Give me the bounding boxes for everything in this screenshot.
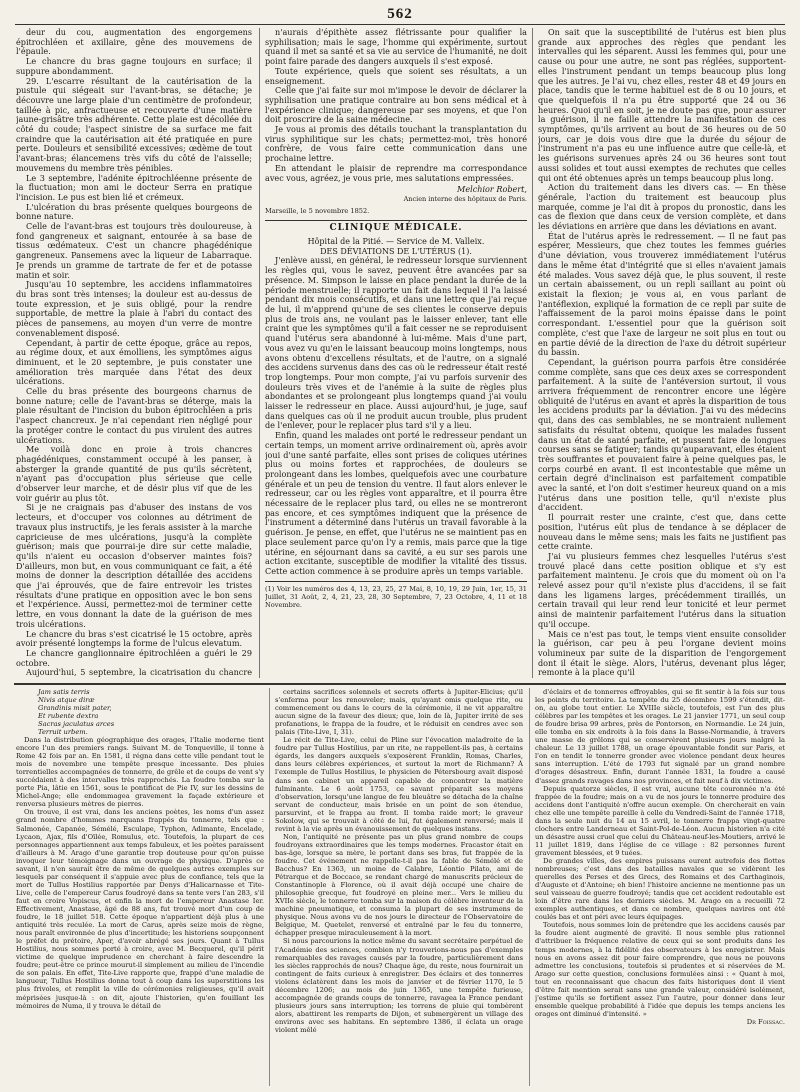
paragraph: L'ulcération du bras présente quelques bourgeons de bonne nature. [16, 201, 252, 222]
footnote-rule [265, 581, 527, 582]
feuilleton-rule [14, 683, 786, 685]
paragraph: deur du cou, augmentation des engorgemens épitrochléen et axillaire, gêne des mouvemens de l'épaule. [16, 28, 252, 57]
column-rule [529, 688, 530, 1086]
paragraph: Cependant, la guérison pourra parfois être considérée comme complète, sans que ces deux axes se correspondent parfaitement. À la suite de l'antéversion surtout, il vous arrivera fréquemment de rencontrer encore une légère obliquité de l'utérus en avant et après la disparition de tous les accidens produits par la déviation. J'ai vu des médecins qui, dans des cas semblables, ne se montraient nullement satisfaits du résultat obtenu, quoique les malades fussent dans un état de santé parfaite, et pussent faire de longues courses sans se fatiguer; tandis qu'auparavant, elles étaient très souffrantes et pouvaient faire à peine quelques pas, le corps courbé en avant. Il est incontestable que même un certain degré d'inclinaison est parfaitement compatible avec la santé, et l'on doit s'estimer heureux quand on a mis l'utérus dans une position telle, qu'il n'existe plus d'accident. [538, 356, 786, 513]
paragraph: d'éclairs et de tonnerres effroyables, qui se fit sentir à la fois sur tous les points du territoire. La tempête du 25 décembre 1599 s'étendit, dit-on, au globe tout entier. Le XVIIIe siècle, toutefois, est l'un des plus célèbres par les tempêtes et les orages. Le 21 janvier 1771, un seul coup de foudre brisa 99 arbres, près de Pontorson, en Normandie. Le 24 juin, elle tomba en six endroits à la fois dans la Basse-Normandie, à travers une masse de grêlons qui se conservèrent plusieurs jours malgré la chaleur. Le 13 juillet 1788, un orage épouvantable fondit sur Paris, et l'on en tendit le tonnerre gronder avec violence pendant deux heures sans interruption. L'été de 1793 fut signalé par un grand nombre d'orages désastreux. Enfin, durant l'année 1831, la foudre a causé d'assez grands ravages dans nos provinces, et fait neuf à dix victimes. [535, 688, 785, 785]
article-column-1 [16, 28, 252, 678]
paragraph: Jusqu'au 10 septembre, les accidens inflammatoires du bras sont très intenses; la douleur est au-dessus de toute expression, et je suis obligé, pour la rendre supportable, de mettre la plaie à l'abri du contact des pièces de pansemens, au moyen d'un verre de montre convenablement disposé. [16, 279, 252, 338]
paragraph: J'ai vu plusieurs femmes chez lesquelles l'utérus s'est trouvé placé dans cette position oblique et s'y est parfaitement maintenu. Je crois que du moment où on l'a relevé assez pour qu'il n'existe plus d'accidens, il se fait dans les ligamens larges, précédemment tiraillés, un certain travail qui leur rend leur tonicité et leur permet ainsi de maintenir parfaitement l'utérus dans la situation qu'il occupe. [538, 550, 786, 629]
verse-line: Jam satis terris [38, 688, 90, 696]
page-number: 562 [387, 6, 413, 22]
hospital-subhead: Hôpital de la Pitié. — Service de M. Valleix. [307, 237, 485, 247]
feuilleton-column-1 [16, 688, 264, 1086]
feuilleton-column-2 [275, 688, 523, 1086]
column-rule [269, 688, 270, 1086]
paragraph: Toutefois, nous sommes loin de prétendre que les accidens causés par la foudre aient augmenté de gravité. Il nous semble plus rationnel d'attribuer la fréquence relative de ceux qui se sont produits dans les temps modernes, à la fidélité des observateurs à les enregistrer. Mais nous en avons assez dit pour faire comprendre, que nous ne pouvons admettre les conclusions, toutefois si prudentes et si réservées de M. Arago sur cette question, conclusions formulées ainsi : « Quant à moi, tout en reconnaissant que chacun des faits historiques dont il vient d'être fait mention serait sans une grande valeur, considéré isolément, j'estime qu'ils se fortifient assez l'un l'autre, pour donner dans leur ensemble quelque probabilité à l'idée que depuis les temps anciens les orages ont diminué d'intensité. » [535, 921, 785, 1018]
paragraph: Celle du bras présente des bourgeons charnus de bonne nature; celle de l'avant-bras se déterge, mais la plaie résultant de l'incision du bubon épitrochléen a pris l'aspect chancreux. Je n'ai cependant rien négligé pour la protéger contre le contact du pus virulent des autres ulcérations. [16, 386, 252, 445]
paragraph: Non, l'antiquité ne présente pas un plus grand nombre de coups foudroyans extraordinaires que les temps modernes. Fracastor était en bas-âge, lorsque sa mère, le portant dans ses bras, fut frappée de la foudre. Cet événement ne rappelle-t-il pas la fable de Sémélé et de Bacchus? En 1363, un moine de Calabre, Léontio Pilato, ami de Pétrarque et de Boccace, se rendant chargé de manuscrits précieux de Constantinople à Florence, où il avait déjà occupé une chaire de philosophie grecque, fut foudroyé en pleine mer... Vers le milieu du XVIIe siècle, le tonnerre tomba sur la maison du célèbre inventeur de la machine pneumatique, et consuma la plupart de ses instrumens de physique. Nous avons vu de nos jours le directeur de l'Observatoire de Belgique, M. Quetelet, renversé et entraîné par le feu du tonnerre, échapper presque miraculeusement à la mort. [275, 832, 523, 938]
header-rule [15, 24, 785, 25]
paragraph: Il pourrait rester une crainte, c'est que, dans cette position, l'utérus eût plus de tendance à se déplacer de nouveau dans le même sens; mais les faits ne justifient pas cette crainte. [538, 512, 786, 552]
paragraph: Me voilà donc en proie à trois chancres phagédéniques, constamment occupé à les panser, à absterger la grande quantité de pus qu'ils sécrètent, n'ayant pas d'occupation plus sérieuse que celle d'observer leur marche, et de désir plus vif que de les voir guérir au plus tôt. [16, 444, 252, 503]
column-rule [259, 28, 260, 678]
paragraph: n'aurais d'épithète assez flétrissante pour qualifier la syphilisation; mais le sage, l'homme qui expérimente, surtout quand il met sa santé et sa vie au service de l'humanité, ne doit point faire parade des dangers auxquels il s'est exposé. [265, 28, 527, 67]
paragraph: Le chancre du bras gagne toujours en surface; il suppure abondamment. [16, 56, 252, 76]
paragraph: J'enlève aussi, en général, le redresseur lorsque surviennent les règles qui, vous le savez, peuvent être avancées par sa présence. M. Simpson le laisse en place pendant la durée de la période menstruelle; il rapporte un fait dans lequel il l'a laissé pendant dix mois consécutifs, et dans une lettre que j'ai reçue de lui, il m'apprend qu'une de ses clientes le conserve depuis plus de trois ans, ne voulant pas le laisser enlever, tant elle craint que les symptômes qu'il a fait cesser ne se reproduisent quand l'utérus sera abandonné à lui-même. Mais d'une part, vous avez vu qu'en le laissant beaucoup moins longtemps, nous avons obtenu d'excellens résultats, et de l'autre, on a signalé des accidens survenus dans des cas où le redresseur était resté trop longtemps. Pour mon compte, j'ai vu parfois survenir des douleurs très vives et de l'anémie à la suite de règles plus abondantes et se prolongeant plus longtemps quand j'ai voulu laisser le redresseur en place. Aussi aujourd'hui, je juge, sauf dans quelques cas où il ne produit aucun trouble, plus prudent de l'enlever, pour le replacer plus tard s'il y a lieu. [265, 255, 527, 431]
verse-line: Grandinis misit pater, [38, 704, 112, 712]
footnote: (1) Voir les numéros des 4, 13, 23, 25, 27 Mai, 8, 10, 19, 29 Juin, 1er, 15, 31 Juillet, 31 Août, 2, 4, 21, 23, 28, 30 Septembre, 7, 23 Octobre, 4, 11 et 18 Novembre. [265, 584, 527, 609]
paragraph: Cependant, à partir de cette époque, grâce au repos, au régime doux, et aux émolliens, les symptômes aigus diminuent, et le 20 septembre, je puis constater une amélioration très marquée dans l'état des deux ulcérations. [16, 337, 252, 387]
verse-line: Nivis atque diræ [38, 696, 95, 704]
feuilleton-column-3 [535, 688, 785, 1086]
article-column-3 [538, 28, 786, 678]
paragraph: Enfin, quand les malades ont porté le redresseur pendant un certain temps, un moment arrive ordinairement où, après avoir joui d'une santé parfaite, elles sont prises de coliques utérines plus ou moins fortes et rapprochées, de douleurs se prolongeant dans les lombes, quelquefois avec une courbature générale et un peu de tension du ventre. Il faut alors enlever le redresseur, car ou les règles vont apparaître, et il pourra être nécessaire de le replacer plus tard, ou elles ne se montreront pas encore, et ces symptômes indiquent que la présence de l'instrument a déterminé dans l'utérus un travail favorable à la guérison. Je pense, en effet, que l'utérus ne se maintient pas en place seulement parce qu'on l'y a remis, mais parce que la tige utérine, en séjournant dans sa cavité, a eu sur ses parois une action excitante, susceptible de modifier la vitalité des tissus. Cette action commence à se produire après un temps variable. [265, 430, 527, 576]
feuilleton-signature: Dr Foissac. [746, 1017, 785, 1026]
paragraph: Toute expérience, quels que soient ses résultats, a un enseignement. [265, 65, 527, 86]
paragraph: certains sacrifices solennels et secrets offerts à Jupiter-Elicius; qu'il s'enferma pour les renouveler; mais, qu'ayant omis quelque rite, ou commencement ou dans le cours de la cérémonie, il ne vit apparaître aucun signe de la faveur des dieux; que, loin de là, Jupiter irrité de ses profanations, le frappa de la foudre, et le réduisit en cendres avec son palais (Tite-Live, I, 31). [275, 688, 523, 737]
section-title: CLINIQUE MÉDICALE. [329, 223, 463, 234]
paragraph: Action du traitement dans les divers cas. — En thèse générale, l'action du traitement est beaucoup plus marquée, comme je l'ai dit à propos du pronostic, dans les cas de flexion que dans ceux de version complète, et dans les déviations en arrière que dans les déviations en avant. [538, 182, 786, 232]
paragraph: Le chancre ganglionnaire épitrochléen a guéri le 29 octobre. [16, 648, 252, 668]
paragraph: Celle de l'avant-bras est toujours très douloureuse, à fond gangreneux et saignant, entourée à sa base de tissus œdémateux. C'est un chancre phagédénique gangreneux. Pansemens avec la liqueur de Labarraque. Je prends un gramme de tartrate de fer et de potasse matin et soir. [16, 221, 252, 280]
letter-signature: Melchior Robert, [457, 184, 527, 195]
paragraph: Dans la distribution géographique des orages, l'Italie moderne tient encore l'un des premiers rangs. Suivant M. de Tonqueville, il tonne à Rome 42 fois par an. En 1581, il régna dans cette ville pendant tout le mois de novembre une tempête presque incessante. Des pluies torrentielles accompagnées de tonnerre, de grêle et de coups de vent s'y succédaient à des intervalles très rapprochés. La foudre tomba sur la porte Pia, lâtie en 1561, sous le pontificat de Pie IV, sur les dessins de Michel-Ange; elle endommagea gravement la façade extérieure et renversa plusieurs mètres de pierres. [16, 736, 264, 809]
signature-title: Ancien interne des hôpitaux de Paris. [403, 194, 527, 203]
paragraph: État de l'utérus après le redressement. — Il ne faut pas espérer, Messieurs, que chez toutes les femmes guéries d'une déviation, vous trouverez immédiatement l'utérus dans le même état d'intégrité que si elles n'avaient jamais été malades. Vous savez déjà que, le plus souvent, il reste un certain abaissement, ou un repli saillant au point où existait la flexion; je vous ai, en vous parlant de l'antéflexion, expliqué la formation de ce repli par suite de l'affaissement de la paroi moins épaisse dans le point correspondant. L'essentiel pour que la guérison soit complète, c'est que l'axe de largeur ne soit plus en tout ou en partie dévié de la direction de l'axe du détroit supérieur du bassin. [538, 230, 786, 358]
column-rule [532, 28, 533, 678]
paragraph: Aujourd'hui, 5 septembre, la cicatrisation du chancre [26, 667, 252, 678]
paragraph: Le récit de Tite-Live, celui de Pline sur l'évocation maladroite de la foudre par Tullus Hostilius, par un rite, ne rappellent-ils pas, à certains égards, les dangers auxquels s'exposèrent Franklin, Romas, Charles, dans leurs célèbres expériences, et surtout la mort de Richmann? À l'exemple de Tullus Hostilius, le physicien de Pétersbourg avait disposé dans son cabinet un appareil capable de concentrer la matière fulminante. Le 6 août 1753, ce savant préparait ses moyens d'observation, lorsqu'une langue de feu bleuâtre se détacha de la chaîne servant de conducteur, mais brisée en un point de son étendue, parsurvint, et le frappa au front. Il tomba raide mort; le graveur Sokolow, qui se trouvait à côté de lui, fut également renversé; mais il revint à la vie après un évanouissement de quelques instans. [275, 736, 523, 833]
paragraph: En attendant le plaisir de reprendre ma correspondance avec vous, agréez, je vous prie, mes salutations empressées. [265, 162, 527, 183]
paragraph: Depuis quatorze siècles, il est vrai, aucune tête couronnée n'a été frappée de la foudre; mais on a vu de nos jours le tonnerre produire des accidens dont l'antiquité n'offre aucun exemple. On chercherait en vain chez elle une tempête pareille à celle du Vendredi-Saint de l'année 1718, dans la seule nuit du 14 au 15 avril, le tonnerre frappa vingt-quatre clochers entre Landerneau et Saint-Pol-de-Léon. Aucun historien n'a cité un désastre aussi cruel que celui du Château-neuf-les-Moutiers, arrivé le 11 juillet 1819, dans l'église de ce village : 82 personnes furent gravement blessées, et 9 tuées. [535, 784, 785, 857]
verse-line: Et rubente dextra [38, 712, 99, 720]
paragraph: Si je ne craignais pas d'abuser des instans de vos lecteurs, et d'occuper vos colonnes au détriment de travaux plus instructifs, je les ferais assister à la marche capricieuse de mes ulcérations, jusqu'à la complète guérison; mais que pourrai-je dire sur cette maladie, qu'ils n'aient eu occasion d'observer maintes fois? D'ailleurs, mon but, en vous communiquant ce fait, a été moins de donner la description détaillée des accidens que j'ai éprouvés, que de faire entrevoir les tristes résultats d'une pratique en opposition avec le bon sens et l'expérience. Aussi, permettez-moi de terminer cette lettre, en vous donnant la date de la guérison de mes trois ulcérations. [16, 502, 252, 629]
paragraph: Celle que j'ai faite sur moi m'impose le devoir de déclarer la syphilisation une pratique contraire au bon sens médical et à l'expérience clinique; dangereuse par ses moyens, et que l'on doit proscrire de la saine médecine. [265, 85, 527, 125]
paragraph: On trouve, il est vrai, dans les anciens poètes, les noms d'un assez grand nombre d'hommes marquans frappés du tonnerre, tels que : Salmonée, Capanée, Sémélé, Esculape, Typhon, Adimante, Encelade, Lycaon, Ajax, fils d'Oïlée, Romulus, etc. Toutefois, la plupart de ces personnages appartiennent aux temps fabuleux, et les poètes paraissent d'ailleurs à M. Arago d'une garantie trop douteuse pour qu'on puisse invoquer leur témoignage dans un ouvrage de physique. D'après ce savant, il n'en saurait être de même de quelques autres exemples sur lesquels par conséquent il s'appuie avec plus de confiance, tels que la mort de Tullus Hostilius rapportée par Denys d'Halicarnasse et Tite-Live, celle de l'empereur Carus foudroyé dans sa tente vers l'an 283, s'il faut en croire Vopiscus, et enfin la mort de l'empereur Anastase Ier. Effectivement, Anastase, âgé de 88 ans, fut trouvé mort d'un coup de foudre, le 18 juillet 518. Cette époque n'appartient déjà plus à une antiquité très reculée. La mort de Carus, après seize mois de règne, nous paraît environnée de plus d'incertitude; les historiens soupçonnent le préfet du prétoire, Aper, d'avoir abrégé ses jours. Quant à Tullus Hostilius, nous sommes porté à croire, avec M. Becquerel, qu'il périt victime de quelque imprudence en cherchant à faire descendre la foudre; peut-être ce prince mourut-il simplement au milieu de l'incendie de son palais. En effet, Tite-Live rapporte que, frappé d'une maladie de langueur, Tullus Hostilius donna tout à coup dans les superstitions les plus frivoles, et remplit la ville de cérémonies religieuses, qu'il avait méprisées jusque-là : on dit, ajoute l'historien, qu'en fouillant les mémoires de Numa, il y trouva le détail de [16, 808, 264, 1010]
paragraph: Le chancre du bras s'est cicatrisé le 15 octobre, après avoir présenté longtemps la forme de l'ulcus elevatum. [16, 628, 252, 649]
paragraph: Mais ce n'est pas tout, le temps vient ensuite consolider la guérison, car peu à peu l'organe devient moins volumineux par suite de la disparition de l'engorgement dont il était le siège. Alors, l'utérus, devenant plus léger, remonte à la place qu'il [538, 628, 786, 678]
verse-line: Sacras jaculatus arces [38, 720, 115, 728]
article-title: DES DÉVIATIONS DE L'UTÉRUS (1). [320, 246, 472, 256]
section-rule [265, 220, 527, 221]
letter-dateline: Marseille, le 5 novembre 1852. [265, 206, 370, 215]
paragraph: On sait que la susceptibilité de l'utérus est bien plus grande aux approches des règles que pendant les intervalles qui les séparent. Aussi les femmes qui, pour une cause ou pour une autre, ne sont pas réglées, supportent-elles l'instrument pendant un temps beaucoup plus long que les autres. Je l'ai vu, chez elles, rester 48 et 49 jours en place, tandis que le terme habituel est de 8 ou 10 jours, et que quelquefois il n'a pu être supporté que 24 ou 36 heures. Quoi qu'il en soit, je ne doute pas que, pour assurer la guérison, il ne faille attendre la manifestation de ces symptômes, qu'ils arrivent au bout de 36 heures ou de 50 jours, car je dois vous dire que la durée du séjour de l'instrument n'a pas eu une influence autre que celle-là, et les guérisons survenues après 24 ou 36 heures sont tout aussi solides et tout aussi exemptes de rechutes que celles qui ont été obtenues après un temps beaucoup plus long. [538, 28, 786, 183]
paragraph: De grandes villes, des empires puissans eurent autrefois des flottes nombreuses; c'est dans des batailles navales que se vidèrent les querelles des Perses et des Grecs, des Romains et des Carthaginois, d'Auguste et d'Antoine; eh bien! l'histoire ancienne ne mentionne pas un seul vaisseau de guerre foudroyé; tandis que cet accident redoutable est loin d'être rare dans les derniers siècles. M. Arago en a recueilli 72 exemples authentiques, et dans ce nombre, quelques navires ont été coulés bas et ont péri avec leurs équipages. [535, 856, 785, 922]
paragraph: 29. L'escarre résultant de la cautérisation de la pustule qui siégeait sur l'avant-bras, se détache; je découvre une large plaie d'un centimètre de profondeur, taillée à pic, anfractueuse et recouverte d'une matière jaune-grisâtre très adhérente. Cette plaie est décollée du côté du coude; l'aspect sinistre de sa surface me fait craindre que la cautérisation ait été pratiquée en pure perte. Douleurs et sensibilité excessives; œdème de tout l'avant-bras; élancemens très vifs du côté de l'aisselle; mouvemens du membre très pénibles. [16, 75, 252, 173]
verse-line: Terruit urbem. [38, 728, 88, 736]
paragraph: Le 3 septembre, l'adénite épitrochléenne présente de la fluctuation; mon ami le docteur Serra en pratique l'incision. Le pus est bien lié et crémeux. [16, 172, 252, 202]
article-column-2 [265, 28, 527, 678]
paragraph: Si nous parcourions la notice même du savant secrétaire perpétuel de l'Académie des sciences, combien n'y trouverions-nous pas d'exemples remarquables des ravages causés par la foudre, particulièrement dans les siècles rapprochés de nous? Chaque âge, du reste, nous fournirait un contingent de faits curieux à enregistrer. Des éclairs et des tonnerres violens éclatèrent dans les mois de janvier et de février 1170, le 5 décembre 1206; au mois de juin 1365, une tempête furieuse, accompagnée de grands coups de tonnerre, ravagea la France pendant plusieurs jours sans interruption; les torrens de pluie qui tombèrent alors, abattirent les remparts de Dijon, et submergèrent un village des environs avec ses habitans. En septembre 1386, il éclata un orage violent mêlé [275, 937, 523, 1034]
paragraph: Je vous ai promis des détails touchant la transplantation du virus syphilitique sur les chats; permettez-moi, très honoré confrère, de vous faire cette communication dans une prochaine lettre. [265, 124, 527, 164]
